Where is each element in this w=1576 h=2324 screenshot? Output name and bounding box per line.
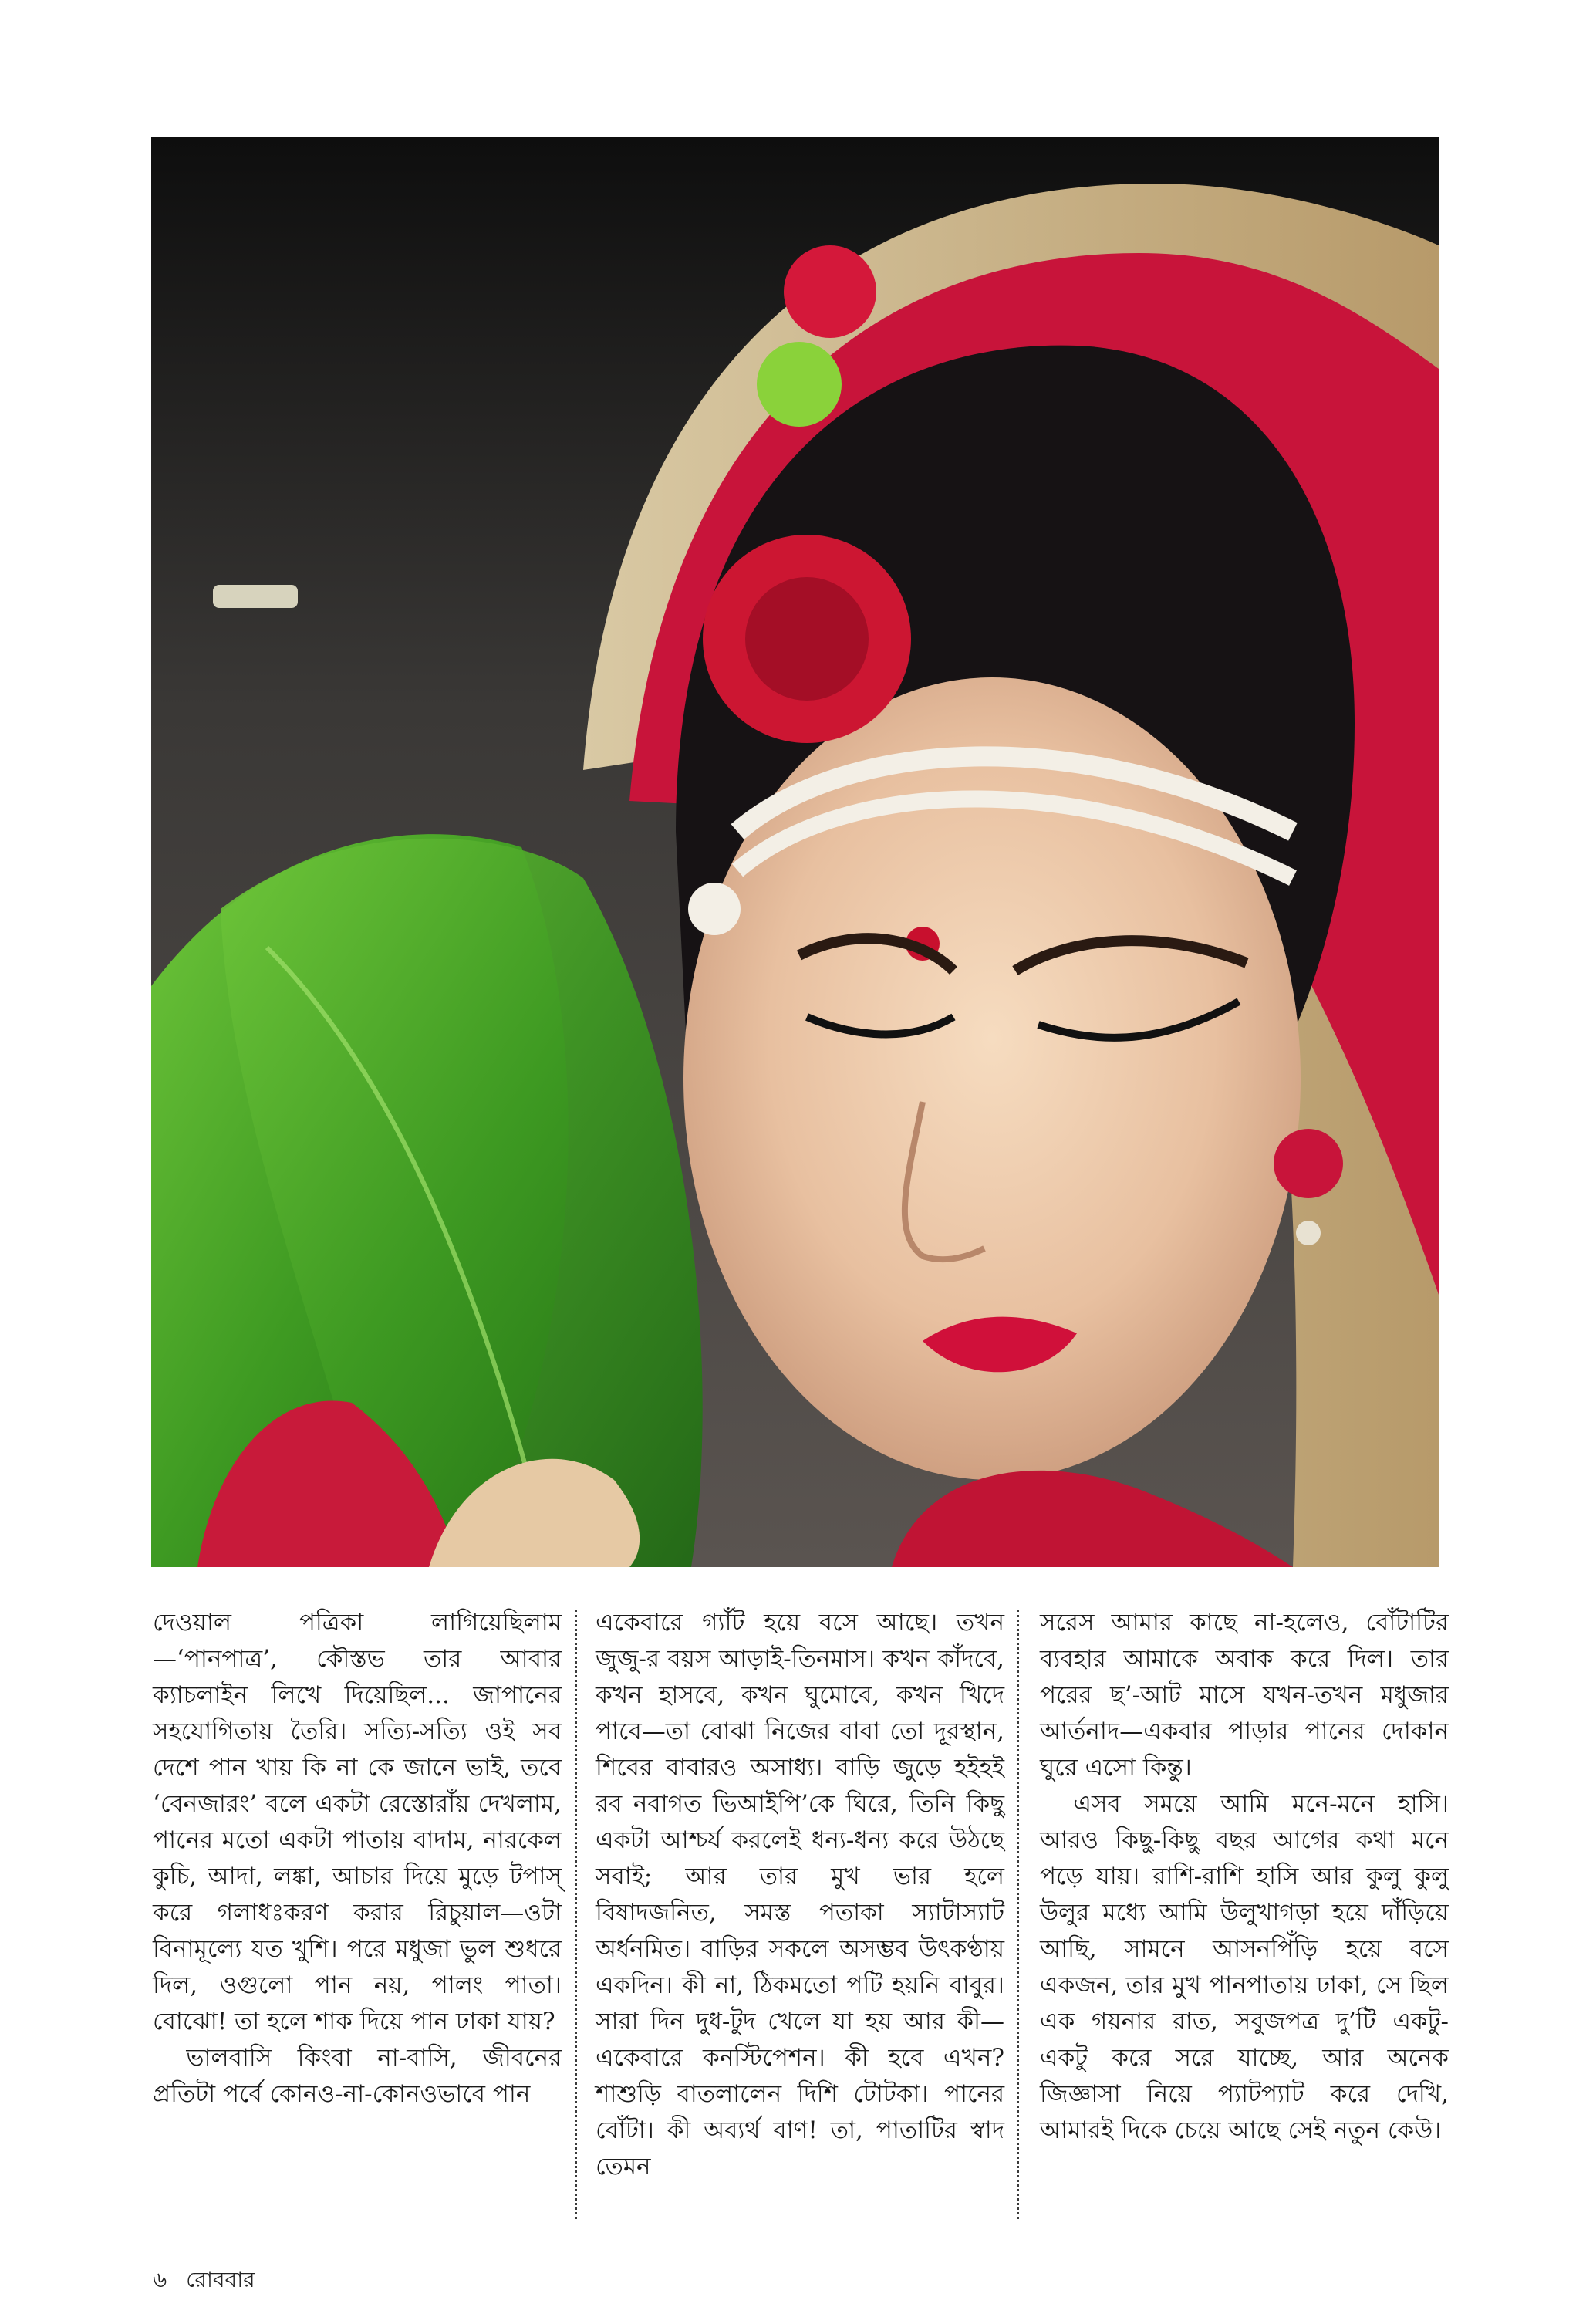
- page-number: ৬: [153, 2267, 167, 2292]
- paragraph: একেবারে গ্যাঁট হয়ে বসে আছে। তখন জুজু-র বয়স আড়াই-তিনমাস। কখন কাঁদবে, কখন হাসবে, কখন ঘুমোবে, কখন খিদে পাবে—তা বোঝা নিজের বাবা তো দূরস্থান, শিবের বাবারও অসাধ্য। বাড়ি জুড়ে হইহই রব নবাগত ভিআইপি’কে ঘিরে, তিনি কিছু একটা আশ্চর্য করলেই ধন্য-ধন্য করে উঠছে সবাই; আর তার মুখ ভার হলে বিষাদজনিত, সমস্ত পতাকা স্যাটাস্যাট অর্ধনমিত। বাড়ির সকলে অসম্ভব উৎকণ্ঠায় একদিন। কী না, ঠিকমতো পটি হয়নি বাবুর। সারা দিন দুধ-টুদ খেলে যা হয় আর কী—একেবারে কনস্টিপেশন। কী হবে এখন? শাশুড়ি বাতলালেন দিশি টোটকা। পানের বোঁটা। কী অব্যর্থ বাণ! তা, পাতাটির স্বাদ তেমন: [596, 1609, 1004, 2180]
- column-divider: [575, 1610, 577, 2219]
- article-column-2: [596, 1605, 1004, 2185]
- magazine-name: রোববার: [186, 2267, 255, 2292]
- article-column-3: [1040, 1605, 1449, 2149]
- article-column-1: [153, 1605, 562, 2113]
- paragraph: দেওয়াল পত্রিকা লাগিয়েছিলাম—‘পানপাত্র’, কৌস্তভ তার আবার ক্যাচলাইন লিখে দিয়েছিল... জাপানের সহযোগিতায় তৈরি। সত্যি-সত্যি ওই সব দেশে পান খায় কি না কে জানে ভাই, তবে ‘বেনজারং’ বলে একটা রেস্তোরাঁয় দেখলাম, পানের মতো একটা পাতায় বাদাম, নারকেল কুচি, আদা, লঙ্কা, আচার দিয়ে মুড়ে টপাস্ করে গলাধঃকরণ করার রিচুয়াল—ওটা বিনামূল্যে যত খুশি। পরে মধুজা ভুল শুধরে দিল, ওগুলো পান নয়, পালং পাতা। বোঝো! তা হলে শাক দিয়ে পান ঢাকা যায়?: [153, 1609, 562, 2035]
- paragraph: এসব সময়ে আমি মনে-মনে হাসি। আরও কিছু-কিছু বছর আগের কথা মনে পড়ে যায়। রাশি-রাশি হাসি আর কুলু কুলু উলুর মধ্যে আমি উলুখাগড়া হয়ে দাঁড়িয়ে আছি, সামনে আসনপিঁড়ি হয়ে বসে একজন, তার মুখ পানপাতায় ঢাকা, সে ছিল এক গয়নার রাত, সবুজপত্র দু’টি একটু-একটু করে সরে যাচ্ছে, আর অনেক জিজ্ঞাসা নিয়ে প্যাটপ্যাট করে দেখি, আমারই দিকে চেয়ে আছে সেই নতুন কেউ।: [1040, 1790, 1449, 2144]
- page-footer: [153, 2265, 268, 2295]
- column-divider: [1017, 1610, 1019, 2219]
- paragraph: সরেস আমার কাছে না-হলেও, বোঁটাটির ব্যবহার আমাকে অবাক করে দিল। তার পরের ছ’-আট মাসে যখন-তখন মধুজার আর্তনাদ—একবার পাড়ার পানের দোকান ঘুরে এসো কিন্তু।: [1040, 1609, 1449, 1782]
- bride-photo: [151, 137, 1439, 1567]
- paragraph: ভালবাসি কিংবা না-বাসি, জীবনের প্রতিটা পর্বে কোনও-না-কোনওভাবে পান: [153, 2044, 562, 2108]
